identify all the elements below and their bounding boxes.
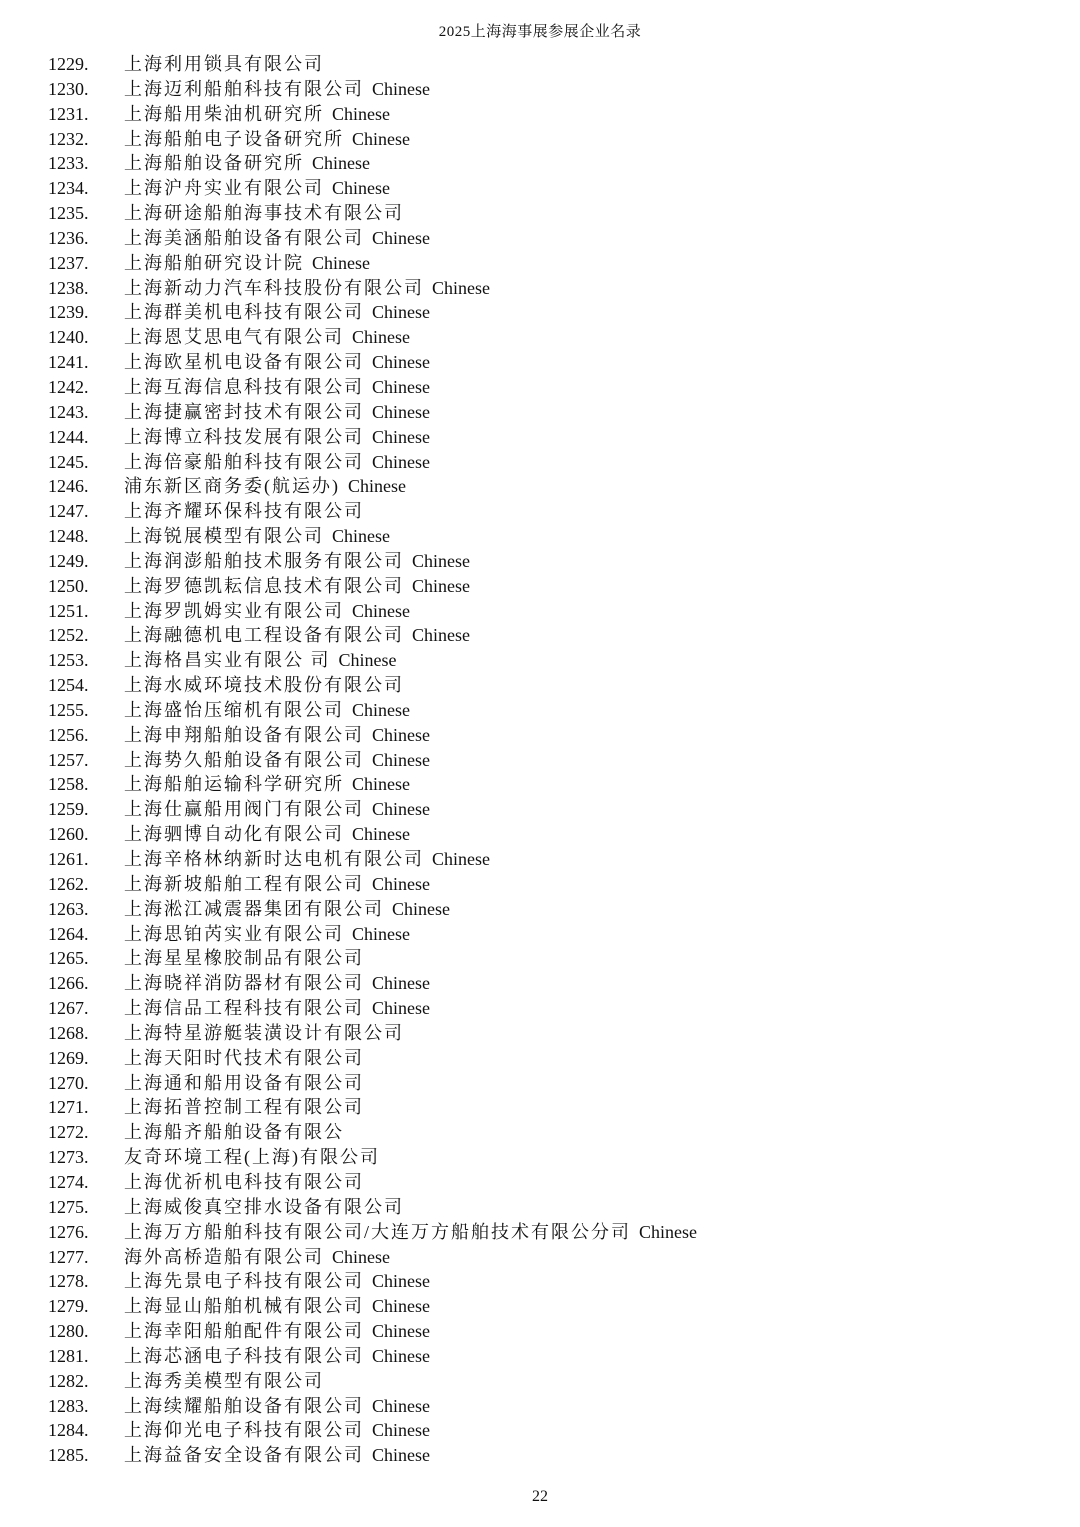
entry-number: 1237. [48, 252, 89, 273]
company-name: 上海罗凯姆实业有限公司 [124, 600, 344, 621]
entry-number: 1250. [48, 575, 89, 596]
entry-number: 1236. [48, 227, 89, 248]
page-number: 22 [532, 1488, 548, 1505]
list-item [48, 350, 1048, 375]
list-item [48, 375, 1048, 400]
company-name: 上海仕赢船用阀门有限公司 [124, 799, 364, 820]
company-name: 上海美涵船舶设备有限公司 [124, 227, 364, 248]
list-item [48, 1071, 1048, 1096]
entry-number: 1261. [48, 849, 89, 869]
language-tag: Chinese [372, 724, 430, 745]
language-tag: Chinese [338, 650, 397, 671]
list-item [48, 549, 1048, 574]
entry-number: 1260. [48, 824, 89, 845]
company-name: 上海思铂芮实业有限公司 [124, 923, 344, 944]
entry-number: 1247. [48, 501, 89, 522]
language-tag: Chinese [432, 849, 490, 869]
entry-number: 1277. [48, 1246, 89, 1267]
language-tag: Chinese [392, 898, 450, 919]
language-tag: Chinese [639, 1221, 697, 1242]
company-name: 上海船舶研究设计院 [124, 252, 304, 273]
company-name: 上海船齐船舶设备有限公 [124, 1122, 344, 1143]
language-tag: Chinese [352, 824, 410, 845]
list-item [48, 1095, 1048, 1120]
entry-number: 1255. [48, 699, 89, 720]
company-name: 上海船舶设备研究所 [124, 153, 304, 174]
language-tag: Chinese [372, 1395, 430, 1416]
list-item [48, 102, 1048, 127]
entry-number: 1284. [48, 1420, 89, 1441]
language-tag: Chinese [312, 252, 370, 273]
list-item [48, 1319, 1048, 1344]
entry-number: 1233. [48, 153, 89, 174]
entry-number: 1257. [48, 749, 89, 770]
company-name: 上海群美机电科技有限公司 [124, 302, 364, 323]
company-name: 上海特星游艇装潢设计有限公司 [124, 1022, 404, 1043]
entry-number: 1280. [48, 1321, 89, 1342]
company-name: 上海幸阳船舶配件有限公司 [124, 1321, 364, 1342]
list-item [48, 922, 1048, 947]
list-item [48, 226, 1048, 251]
list-item [48, 623, 1048, 648]
entry-number: 1235. [48, 203, 89, 224]
company-name: 上海通和船用设备有限公司 [124, 1072, 364, 1093]
language-tag: Chinese [372, 998, 430, 1019]
list-item [48, 772, 1048, 797]
entry-number: 1270. [48, 1072, 89, 1093]
language-tag: Chinese [332, 178, 390, 199]
language-tag: Chinese [372, 227, 430, 248]
company-name: 上海益备安全设备有限公司 [124, 1445, 364, 1466]
company-name: 上海辛格林纳新时达电机有限公司 [124, 849, 424, 869]
list-item [48, 723, 1048, 748]
company-name: 上海沪舟实业有限公司 [124, 178, 324, 199]
company-name: 上海欧星机电设备有限公司 [124, 352, 364, 373]
company-name: 上海仰光电子科技有限公司 [124, 1420, 364, 1441]
list-item [48, 673, 1048, 698]
company-name: 上海水威环境技术股份有限公司 [124, 675, 404, 696]
company-name: 上海淞江减震器集团有限公司 [124, 898, 384, 919]
entry-number: 1244. [48, 426, 89, 447]
entry-number: 1230. [48, 78, 89, 99]
list-item [48, 499, 1048, 524]
list-item [48, 77, 1048, 102]
company-name: 上海利用锁具有限公司 [124, 54, 324, 74]
company-name: 上海万方船舶科技有限公司/大连万方船舶技术有限公分司 [124, 1221, 631, 1242]
language-tag: Chinese [312, 153, 370, 174]
language-tag: Chinese [412, 625, 470, 646]
entry-number: 1254. [48, 675, 89, 696]
entry-number: 1271. [48, 1097, 89, 1118]
entry-number: 1267. [48, 998, 89, 1019]
entry-number: 1281. [48, 1345, 89, 1366]
list-item [48, 574, 1048, 599]
company-name: 上海秀美模型有限公司 [124, 1370, 324, 1391]
language-tag: Chinese [332, 103, 390, 124]
entry-number: 1265. [48, 948, 89, 969]
list-item [48, 1046, 1048, 1071]
list-item [48, 1394, 1048, 1419]
entry-number: 1275. [48, 1196, 89, 1217]
list-item [48, 425, 1048, 450]
language-tag: Chinese [352, 774, 410, 795]
company-name: 上海驷博自动化有限公司 [124, 824, 344, 845]
entry-number: 1249. [48, 550, 89, 571]
entry-number: 1241. [48, 352, 89, 373]
list-item [48, 325, 1048, 350]
entry-number: 1251. [48, 600, 89, 621]
list-item [48, 1269, 1048, 1294]
language-tag: Chinese [352, 600, 410, 621]
language-tag: Chinese [352, 923, 410, 944]
list-item [48, 1443, 1048, 1468]
language-tag: Chinese [352, 327, 410, 348]
company-name: 上海恩艾思电气有限公司 [124, 327, 344, 348]
entry-number: 1266. [48, 973, 89, 994]
language-tag: Chinese [372, 401, 430, 422]
entry-number: 1240. [48, 327, 89, 348]
language-tag: Chinese [372, 749, 430, 770]
list-item [48, 1369, 1048, 1394]
company-name: 上海融德机电工程设备有限公司 [124, 625, 404, 646]
company-name: 上海罗德凯耘信息技术有限公司 [124, 575, 404, 596]
company-name: 上海互海信息科技有限公司 [124, 376, 364, 397]
company-name: 上海新动力汽车科技股份有限公司 [124, 277, 424, 298]
list-item [48, 474, 1048, 499]
entry-number: 1243. [48, 401, 89, 422]
language-tag: Chinese [372, 973, 430, 994]
list-item [48, 524, 1048, 549]
language-tag: Chinese [372, 302, 430, 323]
list-item [48, 748, 1048, 773]
company-name: 上海信品工程科技有限公司 [124, 998, 364, 1019]
list-item [48, 822, 1048, 847]
entry-number: 1263. [48, 898, 89, 919]
entry-number: 1272. [48, 1122, 89, 1143]
list-item [48, 276, 1048, 301]
company-name: 上海船舶运输科学研究所 [124, 774, 344, 795]
list-item [48, 946, 1048, 971]
company-name: 友奇环境工程(上海)有限公司 [124, 1147, 380, 1168]
company-name: 上海优祈机电科技有限公司 [124, 1171, 364, 1192]
company-name: 上海申翔船舶设备有限公司 [124, 724, 364, 745]
company-name: 上海捷赢密封技术有限公司 [124, 401, 364, 422]
company-name: 上海天阳时代技术有限公司 [124, 1047, 364, 1068]
language-tag: Chinese [372, 451, 430, 472]
list-item [48, 400, 1048, 425]
company-name: 上海迈利船舶科技有限公司 [124, 78, 364, 99]
list-item [48, 176, 1048, 201]
entry-number: 1259. [48, 799, 89, 820]
entry-number: 1283. [48, 1395, 89, 1416]
company-name: 上海拓普控制工程有限公司 [124, 1097, 364, 1118]
company-name: 上海齐耀环保科技有限公司 [124, 501, 364, 522]
entry-number: 1256. [48, 724, 89, 745]
language-tag: Chinese [372, 352, 430, 373]
language-tag: Chinese [352, 128, 410, 149]
entry-number: 1231. [48, 103, 89, 124]
list-item [48, 872, 1048, 897]
language-tag: Chinese [412, 550, 470, 571]
entry-number: 1273. [48, 1147, 89, 1168]
list-item [48, 599, 1048, 624]
list-item [48, 1170, 1048, 1195]
company-name: 浦东新区商务委(航运办) [124, 476, 340, 497]
language-tag: Chinese [372, 799, 430, 820]
company-name: 上海星星橡胶制品有限公司 [124, 948, 364, 969]
entry-number: 1274. [48, 1171, 89, 1192]
company-name: 上海晓祥消防器材有限公司 [124, 973, 364, 994]
company-name: 上海博立科技发展有限公司 [124, 426, 364, 447]
language-tag: Chinese [372, 1271, 430, 1292]
entry-number: 1253. [48, 650, 89, 671]
entry-number: 1242. [48, 376, 89, 397]
language-tag: Chinese [372, 1321, 430, 1342]
language-tag: Chinese [332, 1246, 390, 1267]
company-name: 上海盛怡压缩机有限公司 [124, 699, 344, 720]
list-item [48, 300, 1048, 325]
list-item [48, 1120, 1048, 1145]
entry-number: 1229. [48, 54, 89, 74]
list-item [48, 971, 1048, 996]
list-item [48, 52, 1048, 77]
entry-number: 1285. [48, 1445, 89, 1466]
list-item [48, 698, 1048, 723]
language-tag: Chinese [348, 476, 406, 497]
entry-number: 1252. [48, 625, 89, 646]
entry-number: 1269. [48, 1047, 89, 1068]
entry-number: 1232. [48, 128, 89, 149]
language-tag: Chinese [372, 78, 430, 99]
company-name: 上海威俊真空排水设备有限公司 [124, 1196, 404, 1217]
company-name: 上海研途船舶海事技术有限公司 [124, 203, 404, 224]
company-name: 上海格昌实业有限公 司 [124, 650, 331, 671]
language-tag: Chinese [372, 1345, 430, 1366]
company-name: 上海新坡船舶工程有限公司 [124, 873, 364, 894]
company-name: 上海续耀船舶设备有限公司 [124, 1395, 364, 1416]
language-tag: Chinese [372, 376, 430, 397]
list-item [48, 1418, 1048, 1443]
entry-number: 1258. [48, 774, 89, 795]
list-item [48, 1344, 1048, 1369]
language-tag: Chinese [352, 699, 410, 720]
exhibitor-list [48, 52, 1048, 1468]
list-item [48, 201, 1048, 226]
entry-number: 1238. [48, 277, 89, 298]
company-name: 上海显山船舶机械有限公司 [124, 1296, 364, 1317]
language-tag: Chinese [432, 277, 490, 298]
company-name: 上海先景电子科技有限公司 [124, 1271, 364, 1292]
entry-number: 1248. [48, 526, 89, 547]
list-item [48, 797, 1048, 822]
entry-number: 1282. [48, 1370, 89, 1391]
list-item [48, 996, 1048, 1021]
list-item [48, 1021, 1048, 1046]
language-tag: Chinese [412, 575, 470, 596]
entry-number: 1239. [48, 302, 89, 323]
company-name: 上海芯涵电子科技有限公司 [124, 1345, 364, 1366]
entry-number: 1264. [48, 923, 89, 944]
language-tag: Chinese [372, 1445, 430, 1466]
language-tag: Chinese [372, 1296, 430, 1317]
list-item [48, 1220, 1048, 1245]
company-name: 上海润澎船舶技术服务有限公司 [124, 550, 404, 571]
entry-number: 1279. [48, 1296, 89, 1317]
entry-number: 1245. [48, 451, 89, 472]
entry-number: 1246. [48, 476, 89, 497]
list-item [48, 450, 1048, 475]
language-tag: Chinese [372, 1420, 430, 1441]
company-name: 上海锐展模型有限公司 [124, 526, 324, 547]
entry-number: 1276. [48, 1221, 89, 1242]
list-item [48, 251, 1048, 276]
entry-number: 1234. [48, 178, 89, 199]
language-tag: Chinese [332, 526, 390, 547]
list-item [48, 1245, 1048, 1270]
list-item [48, 1294, 1048, 1319]
company-name: 上海势久船舶设备有限公司 [124, 749, 364, 770]
list-item [48, 1195, 1048, 1220]
list-item [48, 151, 1048, 176]
entry-number: 1262. [48, 873, 89, 894]
list-item [48, 847, 1048, 872]
list-item [48, 1145, 1048, 1170]
language-tag: Chinese [372, 426, 430, 447]
page-header-title: 2025上海海事展参展企业名录 [438, 24, 642, 40]
entry-number: 1278. [48, 1271, 89, 1292]
list-item [48, 897, 1048, 922]
company-name: 海外高桥造船有限公司 [124, 1246, 324, 1267]
entry-number: 1268. [48, 1022, 89, 1043]
company-name: 上海倍豪船舶科技有限公司 [124, 451, 364, 472]
language-tag: Chinese [372, 873, 430, 894]
list-item [48, 127, 1048, 152]
company-name: 上海船用柴油机研究所 [124, 103, 324, 124]
company-name: 上海船舶电子设备研究所 [124, 128, 344, 149]
list-item [48, 648, 1048, 673]
